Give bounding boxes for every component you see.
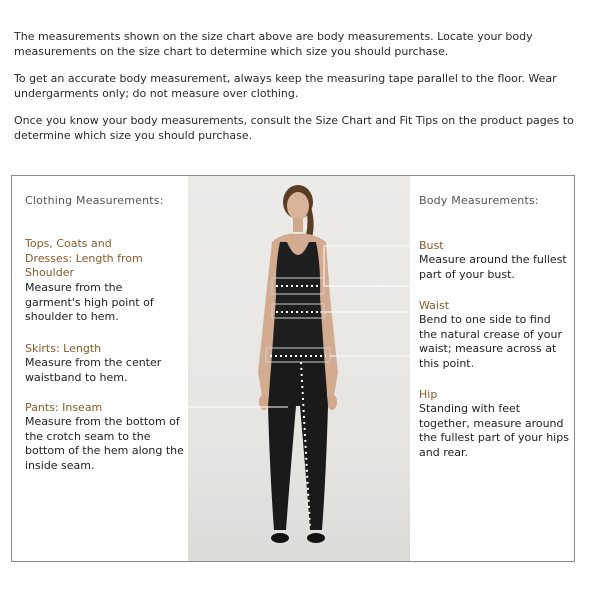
tops-coats-dresses-title: Tops, Coats and Dresses: Length from Shoulder bbox=[25, 237, 143, 279]
intro-paragraph-2: To get an accurate body measurement, always keep the measuring tape parallel to the floor. Wear undergarments only; do not measure over clothing. bbox=[14, 72, 557, 100]
measurement-guide-panel bbox=[11, 175, 575, 562]
pants-inseam-title: Pants: Inseam bbox=[25, 401, 103, 414]
bust-title: Bust bbox=[419, 239, 444, 252]
intro-paragraph-3: Once you know your body measurements, consult the Size Chart and Fit Tips on the product pages to determine which size you should purchase. bbox=[14, 114, 574, 142]
skirts-length-title: Skirts: Length bbox=[25, 342, 102, 355]
hip-title: Hip bbox=[419, 388, 438, 401]
tops-coats-dresses-desc: Measure from the garment's high point of shoulder to hem. bbox=[25, 281, 154, 323]
clothing-measurements-heading: Clothing Measurements: bbox=[25, 194, 164, 207]
waist-title: Waist bbox=[419, 299, 450, 312]
waist-desc: Bend to one side to find the natural crease of your waist; measure across at this point. bbox=[419, 313, 563, 370]
skirts-length-desc: Measure from the center waistband to hem. bbox=[25, 356, 162, 384]
pants-inseam-desc: Measure from the bottom of the crotch seam to the bottom of the hem along the inside seam. bbox=[25, 415, 184, 472]
model-illustration bbox=[188, 176, 410, 561]
hip-desc: Standing with feet together, measure around the fullest part of your hips and rear. bbox=[419, 402, 569, 459]
bust-desc: Measure around the fullest part of your bust. bbox=[419, 253, 567, 281]
intro-paragraph-1: The measurements shown on the size chart above are body measurements. Locate your body measurements on the size chart to determine which size you should purchase. bbox=[14, 30, 533, 58]
body-measurements-heading: Body Measurements: bbox=[419, 194, 539, 207]
model-figure bbox=[188, 176, 410, 561]
intro-text bbox=[14, 30, 586, 156]
